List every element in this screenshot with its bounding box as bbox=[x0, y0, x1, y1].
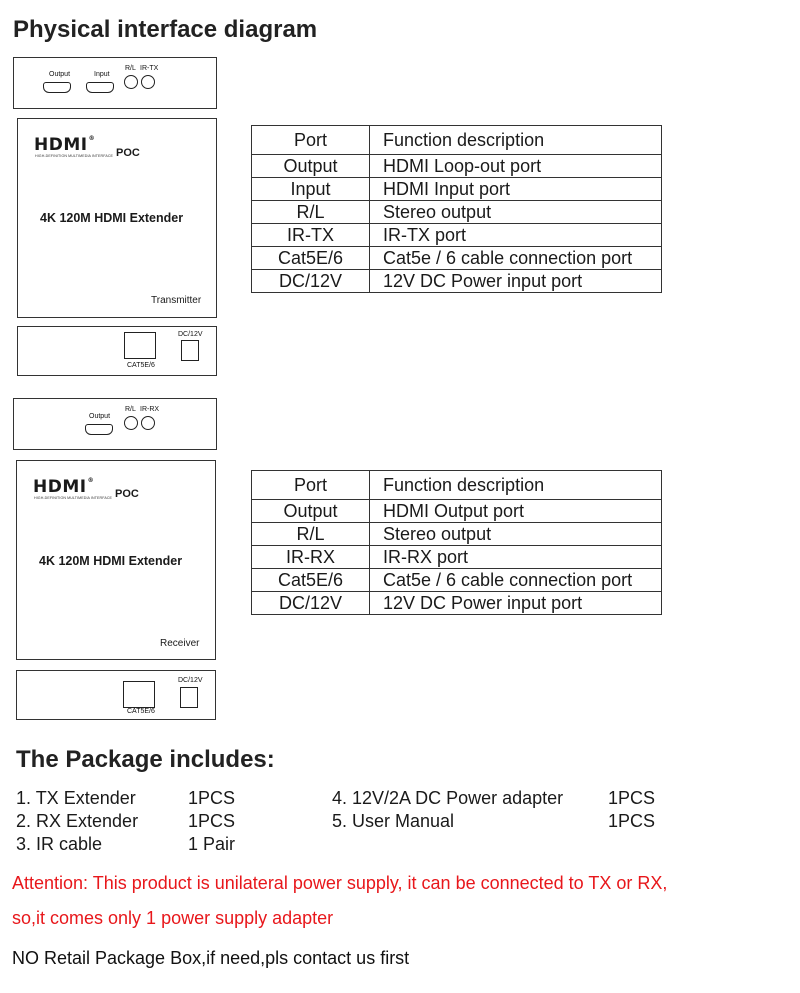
role-label: Receiver bbox=[160, 638, 200, 649]
rj45-port-icon bbox=[124, 332, 156, 359]
cell-port: Output bbox=[252, 500, 370, 523]
cell-port: DC/12V bbox=[252, 592, 370, 615]
ir-jack-icon bbox=[141, 75, 155, 89]
label-cat: CAT5E/6 bbox=[127, 362, 155, 369]
list-item: 2. RX Extender bbox=[16, 811, 139, 831]
poc-label: POC bbox=[116, 147, 140, 159]
label-input: Input bbox=[94, 71, 110, 78]
hdmi-output-port-icon bbox=[43, 82, 71, 93]
table-row bbox=[252, 546, 662, 569]
ir-jack-icon bbox=[141, 416, 155, 430]
list-item: 1. TX Extender bbox=[16, 788, 136, 808]
cell-port: R/L bbox=[252, 201, 370, 224]
cell-port: DC/12V bbox=[252, 270, 370, 293]
model-name: 4K 120M HDMI Extender bbox=[39, 554, 183, 568]
cell-port: Cat5E/6 bbox=[252, 247, 370, 270]
attention-line-1: Attention: This product is unilateral power supply, it can be connected to TX or RX, bbox=[12, 873, 668, 893]
cell-function: HDMI Output port bbox=[370, 500, 662, 523]
table-row bbox=[252, 155, 662, 178]
hdmi-output-port-icon bbox=[85, 424, 113, 435]
list-item-qty: 1PCS bbox=[188, 788, 236, 808]
hdmi-logo: HDMI® bbox=[33, 477, 95, 497]
table-row bbox=[252, 270, 662, 293]
list-item: 4. 12V/2A DC Power adapter bbox=[332, 788, 564, 808]
cell-function: IR-RX port bbox=[370, 546, 662, 569]
list-item-qty: 1PCS bbox=[608, 811, 656, 831]
transmitter-top-panel bbox=[13, 57, 217, 109]
table-row bbox=[252, 247, 662, 270]
table-row bbox=[252, 178, 662, 201]
cell-function: Stereo output bbox=[370, 523, 662, 546]
receiver-top-panel bbox=[13, 398, 217, 450]
label-dc: DC/12V bbox=[178, 331, 203, 338]
hdmi-input-port-icon bbox=[86, 82, 114, 93]
table-row bbox=[252, 201, 662, 224]
transmitter-port-table bbox=[251, 125, 662, 293]
receiver-bottom-panel bbox=[16, 670, 216, 720]
receiver-front bbox=[16, 460, 216, 660]
list-item-qty: 1PCS bbox=[188, 811, 236, 831]
table-row bbox=[252, 523, 662, 546]
list-item: 5. User Manual bbox=[332, 811, 455, 831]
cell-function: 12V DC Power input port bbox=[370, 592, 662, 615]
header-port: Port bbox=[252, 126, 370, 155]
dc-jack-icon bbox=[180, 687, 198, 708]
cell-function: IR-TX port bbox=[370, 224, 662, 247]
table-header-row bbox=[252, 471, 662, 500]
package-title: The Package includes: bbox=[16, 746, 275, 773]
audio-jack-icon bbox=[124, 416, 138, 430]
table-header-row bbox=[252, 126, 662, 155]
page-title: Physical interface diagram bbox=[13, 16, 318, 43]
label-rl: R/L bbox=[125, 406, 136, 413]
header-port: Port bbox=[252, 471, 370, 500]
label-output: Output bbox=[89, 413, 111, 420]
table-row bbox=[252, 569, 662, 592]
label-dc: DC/12V bbox=[178, 677, 203, 684]
cell-function: 12V DC Power input port bbox=[370, 270, 662, 293]
label-output: Output bbox=[49, 71, 71, 78]
cell-port: IR-TX bbox=[252, 224, 370, 247]
hdmi-tagline: HIGH-DEFINITION MULTIMEDIA INTERFACE bbox=[35, 154, 114, 158]
transmitter-front bbox=[17, 118, 217, 318]
role-label: Transmitter bbox=[151, 295, 202, 306]
list-item-qty: 1PCS bbox=[608, 788, 656, 808]
receiver-port-table bbox=[251, 470, 662, 615]
table-row bbox=[252, 500, 662, 523]
table-row bbox=[252, 224, 662, 247]
poc-label: POC bbox=[115, 488, 139, 500]
retail-box-note: NO Retail Package Box,if need,pls contact us first bbox=[12, 948, 410, 968]
hdmi-tagline: HIGH-DEFINITION MULTIMEDIA INTERFACE bbox=[34, 496, 113, 500]
label-irrx: IR-RX bbox=[140, 406, 160, 413]
table-row bbox=[252, 592, 662, 615]
list-item-qty: 1 Pair bbox=[188, 834, 236, 854]
cell-port: Cat5E/6 bbox=[252, 569, 370, 592]
rj45-port-icon bbox=[123, 681, 155, 708]
cell-function: Stereo output bbox=[370, 201, 662, 224]
header-function: Function description bbox=[370, 471, 662, 500]
label-irtx: IR-TX bbox=[140, 65, 159, 72]
dc-jack-icon bbox=[181, 340, 199, 361]
cell-port: Input bbox=[252, 178, 370, 201]
transmitter-bottom-panel bbox=[17, 326, 217, 376]
list-item: 3. IR cable bbox=[16, 834, 103, 854]
model-name: 4K 120M HDMI Extender bbox=[40, 211, 184, 225]
cell-function: HDMI Loop-out port bbox=[370, 155, 662, 178]
hdmi-logo: HDMI® bbox=[34, 135, 96, 155]
label-cat: CAT5E/6 bbox=[127, 708, 155, 715]
cell-function: Cat5e / 6 cable connection port bbox=[370, 247, 662, 270]
cell-function: HDMI Input port bbox=[370, 178, 662, 201]
header-function: Function description bbox=[370, 126, 662, 155]
attention-line-2: so,it comes only 1 power supply adapter bbox=[12, 908, 334, 928]
cell-port: R/L bbox=[252, 523, 370, 546]
cell-port: Output bbox=[252, 155, 370, 178]
label-rl: R/L bbox=[125, 65, 136, 72]
cell-port: IR-RX bbox=[252, 546, 370, 569]
audio-jack-icon bbox=[124, 75, 138, 89]
cell-function: Cat5e / 6 cable connection port bbox=[370, 569, 662, 592]
